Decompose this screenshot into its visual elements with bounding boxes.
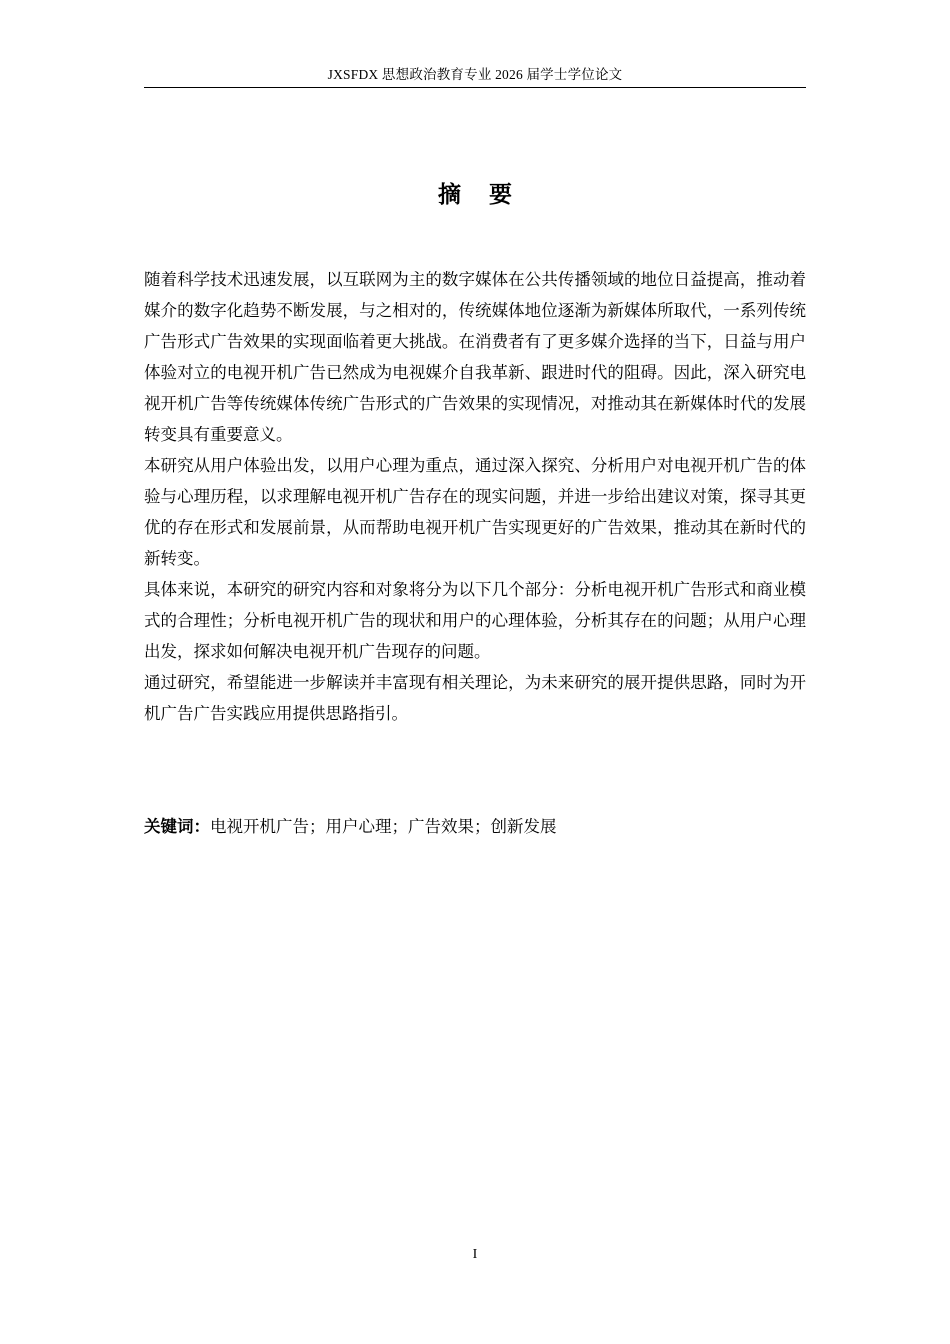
keywords-line	[144, 811, 806, 842]
abstract-title: 摘要	[438, 182, 540, 208]
abstract-paragraph-1: 随着科学技术迅速发展，以互联网为主的数字媒体在公共传播领域的地位日益提高，推动着媒介的数字化趋势不断发展，与之相对的，传统媒体地位逐渐为新媒体所取代，一系列传统广告形式广告效果的实现面临着更大挑战。在消费者有了更多媒介选择的当下，日益与用户体验对立的电视开机广告已然成为电视媒介自我革新、跟进时代的阻碍。因此，深入研究电视开机广告等传统媒体传统广告形式的广告效果的实现情况，对推动其在新媒体时代的发展转变具有重要意义。	[144, 270, 806, 444]
abstract-paragraph-4: 通过研究，希望能进一步解读并丰富现有相关理论，为未来研究的展开提供思路，同时为开机广告广告实践应用提供思路指引。	[144, 673, 806, 723]
abstract-body	[144, 264, 806, 729]
page-number: I	[472, 1247, 478, 1262]
running-header: JXSFDX 思想政治教育专业 2026 届学士学位论文	[327, 67, 623, 82]
abstract-paragraph-3: 具体来说，本研究的研究内容和对象将分为以下几个部分：分析电视开机广告形式和商业模式的合理性；分析电视开机广告的现状和用户的心理体验，分析其存在的问题；从用户心理出发，探求如何解决电视开机广告现存的问题。	[144, 580, 806, 661]
abstract-paragraph-2: 本研究从用户体验出发，以用户心理为重点，通过深入探究、分析用户对电视开机广告的体验与心理历程，以求理解电视开机广告存在的现实问题，并进一步给出建议对策，探寻其更优的存在形式和发展前景，从而帮助电视开机广告实现更好的广告效果，推动其在新时代的新转变。	[144, 456, 806, 568]
keywords-value: 电视开机广告；用户心理；广告效果；创新发展	[210, 817, 557, 836]
header-rule	[144, 87, 806, 88]
keywords-label: 关键词：	[144, 817, 210, 836]
